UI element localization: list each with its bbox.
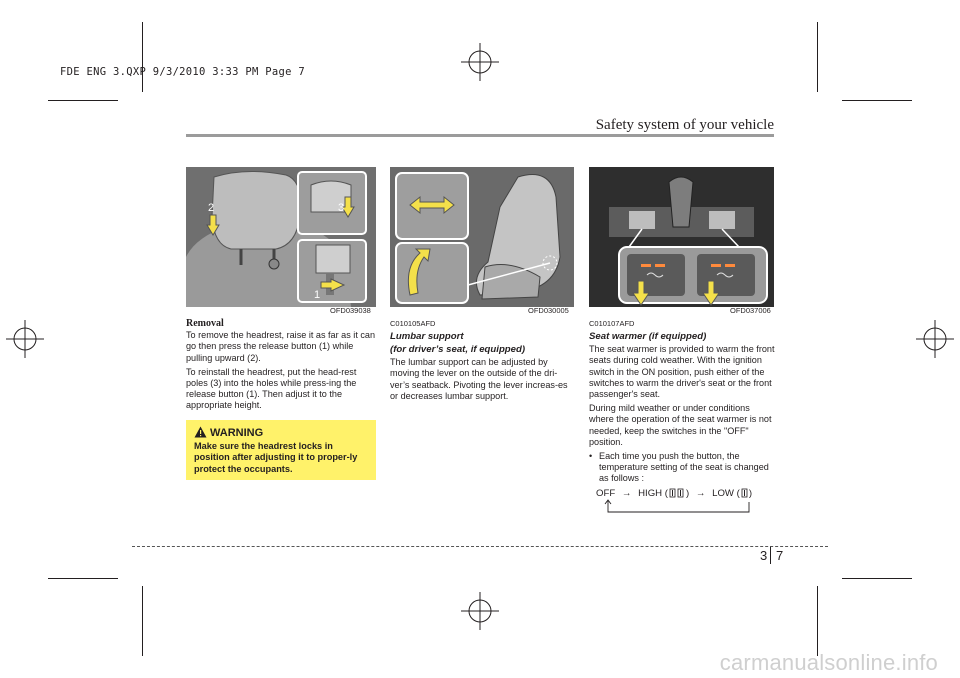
column-headrest bbox=[186, 318, 376, 415]
headrest-illustration bbox=[186, 167, 376, 307]
warning-box bbox=[186, 420, 376, 480]
header-rule bbox=[186, 134, 774, 137]
callout-label: 2 bbox=[208, 202, 215, 214]
removal-paragraph: To remove the headrest, raise it as far as it can go then press the release button (1) while pulling upward (2). bbox=[186, 330, 376, 363]
figure-id: OFD030005 bbox=[528, 306, 569, 315]
temp-arrow: → bbox=[621, 488, 632, 499]
cycle-return-arrow-icon bbox=[604, 499, 754, 515]
section-title: Safety system of your vehicle bbox=[595, 117, 774, 133]
seat-warmer-illustration bbox=[589, 167, 774, 307]
column-lumbar bbox=[390, 318, 574, 405]
crop-mark bbox=[842, 578, 912, 579]
temp-arrow: → bbox=[695, 488, 706, 499]
seat-warmer-paragraph-1: The seat warmer is provided to warm the front seats during cold weather. With the ignition switch in the ON position, push either of the switches to warm the driver's seat or the front passenger's seat. bbox=[589, 344, 775, 400]
temp-low: LOW ( bbox=[712, 488, 740, 499]
bullet-dot: • bbox=[589, 451, 593, 462]
figure-id: OFD039038 bbox=[330, 306, 371, 315]
heater-high-icon bbox=[668, 488, 686, 498]
lumbar-illustration bbox=[390, 167, 574, 307]
footer-rule bbox=[132, 546, 828, 547]
crop-mark bbox=[817, 22, 818, 92]
section-code: C010107AFD bbox=[589, 319, 635, 328]
registration-mark-icon bbox=[461, 592, 499, 630]
crop-mark bbox=[142, 22, 143, 92]
lumbar-subtitle: (for driver’s seat, if equipped) bbox=[390, 344, 526, 356]
registration-mark-icon bbox=[461, 43, 499, 81]
callout-label: 3 bbox=[338, 202, 345, 214]
lumbar-title: Lumbar support bbox=[390, 331, 464, 343]
reinstall-paragraph: To reinstall the headrest, put the head-rest poles (3) into the holes while press-ing the release button (1). Then adjust it to the appropriate height. bbox=[186, 366, 357, 411]
seat-warmer-bullet bbox=[589, 451, 775, 485]
temp-close: ) bbox=[748, 488, 753, 499]
figure-headrest bbox=[186, 167, 376, 307]
registration-mark-icon bbox=[6, 320, 44, 358]
temp-close: ) bbox=[685, 488, 690, 499]
registration-mark-icon bbox=[916, 320, 954, 358]
crop-mark bbox=[842, 100, 912, 101]
warning-text: Make sure the headrest locks in position after adjusting it to proper-ly protect the occupants. bbox=[194, 441, 358, 474]
lumbar-paragraph: The lumbar support can be adjusted by moving the lever on the outside of the dri-ver’s seatback. Pivoting the lever increas-es or decreases lumbar support. bbox=[390, 357, 568, 401]
crop-mark bbox=[48, 100, 118, 101]
warning-title: WARNING bbox=[210, 427, 264, 439]
seat-warmer-paragraph-2: During mild weather or under conditions where the operation of the seat warmer is not needed, keep the switches in the "OFF" position. bbox=[589, 403, 772, 447]
chapter-number: 3 bbox=[760, 548, 768, 563]
section-code: C010105AFD bbox=[390, 319, 436, 328]
temperature-cycle bbox=[596, 488, 752, 499]
callout-label: 1 bbox=[314, 289, 321, 301]
removal-heading: Removal bbox=[186, 318, 224, 329]
print-slug: FDE ENG 3.QXP 9/3/2010 3:33 PM Page 7 bbox=[60, 66, 305, 78]
temp-off: OFF bbox=[596, 488, 616, 499]
temp-high: HIGH ( bbox=[638, 488, 668, 499]
figure-seat-warmer bbox=[589, 167, 774, 307]
figure-lumbar bbox=[390, 167, 574, 307]
page-number: 7 bbox=[776, 548, 784, 563]
warning-triangle-icon bbox=[194, 426, 207, 438]
bullet-text: Each time you push the button, the temperature setting of the seat is changed as follows : bbox=[599, 451, 769, 484]
crop-mark bbox=[142, 586, 143, 656]
crop-mark bbox=[48, 578, 118, 579]
figure-id: OFD037006 bbox=[730, 306, 771, 315]
seat-warmer-title: Seat warmer (if equipped) bbox=[589, 331, 707, 343]
crop-mark bbox=[817, 586, 818, 656]
heater-low-icon bbox=[740, 488, 749, 498]
watermark: carmanualsonline.info bbox=[719, 650, 938, 675]
page-number-divider bbox=[770, 546, 771, 564]
column-seat-warmer bbox=[589, 318, 775, 485]
